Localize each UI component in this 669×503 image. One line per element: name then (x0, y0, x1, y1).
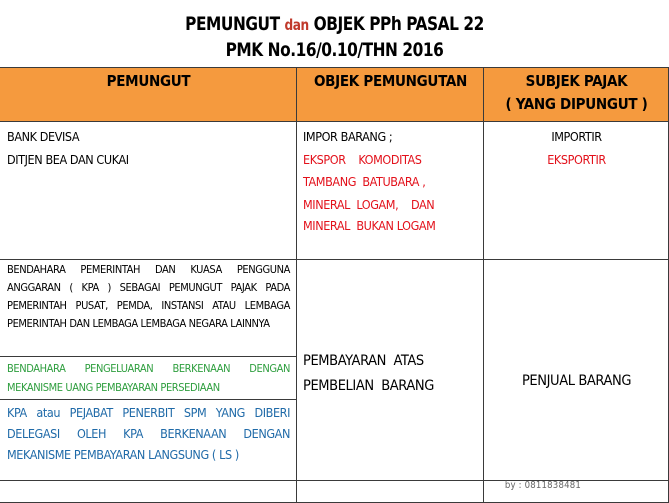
title-part-b: OBJEK PPh PASAL 22 (308, 13, 484, 35)
pemungut-bank-devisa: BANK DEVISA (7, 129, 80, 144)
grid-line (0, 399, 297, 400)
title-part-dan: dan (284, 16, 309, 34)
header-subjek: SUBJEK PAJAK ( YANG DIPUNGUT ) (484, 67, 669, 121)
grid-line (0, 259, 669, 260)
objek-ekspor-line1: EKSPOR KOMODITAS (303, 152, 422, 167)
pph22-table (0, 67, 669, 503)
grid-line (0, 67, 669, 68)
header-objek: OBJEK PEMUNGUTAN (297, 67, 484, 121)
objek-ekspor-line4: MINERAL BUKAN LOGAM (303, 218, 436, 233)
grid-line (0, 121, 669, 122)
objek-ekspor-line2: TAMBANG BATUBARA , (303, 174, 426, 189)
pemungut-bendahara-pemerintah: BENDAHARA PEMERINTAH DAN KUASA PENGGUNA ANGGARAN ( KPA ) SEBAGAI PEMUNGUT PAJAK PADA PEMERINTAH PUSAT, PEMDA, INSTANSI ATAU LEMBAGA PEMERINTAH DAN LEMBAGA LEMBAGA NEGARA LAINNYA (7, 263, 290, 330)
objek-pembelian-barang: PEMBELIAN BARANG (303, 378, 434, 394)
subjek-penjual-barang: PENJUAL BARANG (521, 373, 632, 389)
pemungut-kpa-pejabat: KPA atau PEJABAT PENERBIT SPM YANG DIBERI DELEGASI OLEH KPA BERKENAAN DENGAN MEKANISME PEMBAYARAN LANGSUNG ( LS ) (7, 405, 290, 462)
header-pemungut: PEMUNGUT (0, 67, 297, 121)
grid-line (0, 356, 297, 357)
footer-contact: by : 0811838481 (504, 480, 581, 491)
objek-impor: IMPOR BARANG ; (303, 129, 393, 144)
title-part-a: PEMUNGUT (185, 13, 285, 35)
grid-line (296, 67, 297, 503)
page-title-line1 (33, 13, 635, 35)
objek-pembayaran-atas: PEMBAYARAN ATAS (303, 353, 424, 369)
subjek-importir: IMPORTIR (551, 129, 602, 144)
subjek-eksportir: EKSPORTIR (547, 152, 606, 167)
page-title-line2: PMK No.16/0.10/THN 2016 (225, 39, 444, 61)
pemungut-ditjen-bea-cukai: DITJEN BEA DAN CUKAI (7, 152, 129, 167)
pemungut-bendahara-pengeluaran: BENDAHARA PENGELUARAN BERKENAAN DENGAN MEKANISME UANG PEMBAYARAN PERSEDIAAN (7, 362, 290, 394)
objek-ekspor-line3: MINERAL LOGAM, DAN (303, 197, 435, 212)
